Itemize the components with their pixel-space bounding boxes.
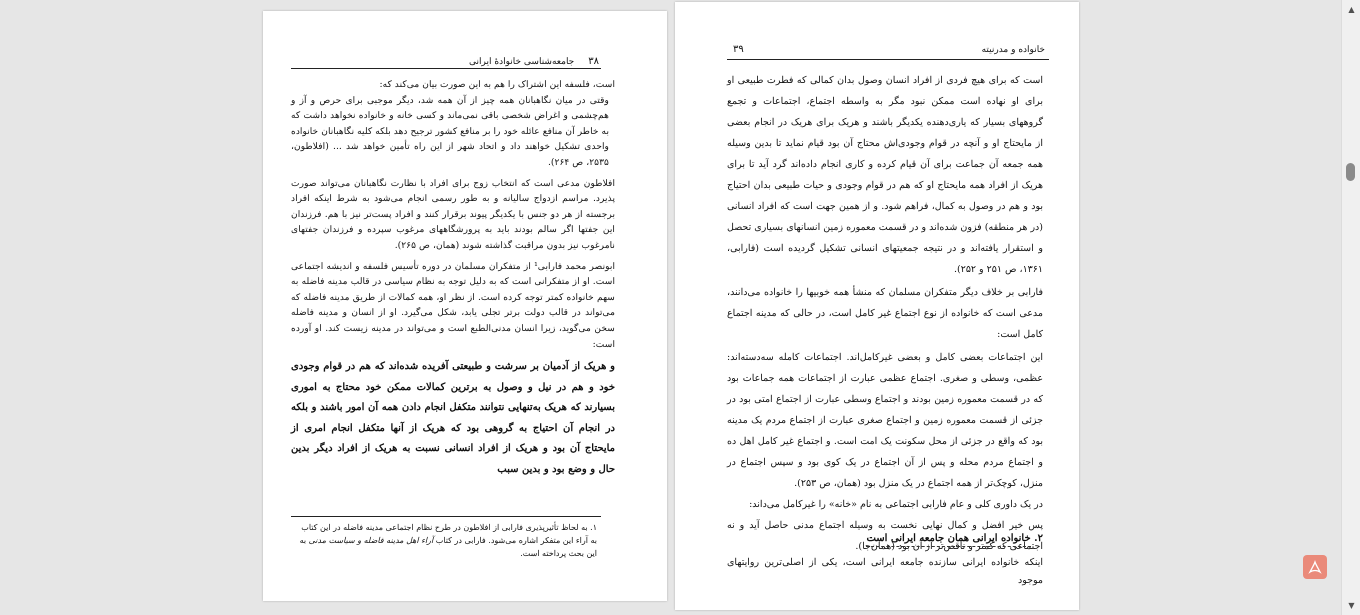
- scroll-up-icon[interactable]: ▲: [1348, 5, 1355, 14]
- page-number: ۳۸: [588, 56, 599, 67]
- section-body: [727, 554, 1043, 590]
- vertical-scrollbar[interactable]: [1341, 0, 1360, 615]
- section-heading: [727, 533, 1043, 544]
- pdf-icon[interactable]: [1303, 555, 1327, 579]
- page-header: [293, 56, 599, 67]
- page-39: [675, 2, 1079, 610]
- scroll-down-icon[interactable]: ▼: [1348, 601, 1355, 610]
- quotation: این اجتماعات بعضی کامل و بعضی غیرکامل‌اند. اجتماعات کامله سه‌دسته‌اند: عظمی، وسطی و صغری. اجتماع عظمی عبارت از اجتماعات همه جماعات بود که در قسمت معموره زمین بودند و اجتماع وسطی عبارت از اجتماع امتی بود در جزئی از قسمت معموره زمین و اجتماع صغری عبارت از اجتماع مردم یک مدینه بود که واقع در جزئی از محل سکونت یک امت است. و اجتماع غیر کامل اهل ده و اجتماع مردم محله و پس از آن اجتماع در یک کوی بود و سپس اجتماع در منزل، کوچک‌تر از همه اجتماع در یک منزل بود (همان، ص ۲۵۳).: [727, 352, 1043, 489]
- paragraph: فارابی بر خلاف دیگر متفکران مسلمان که منشأ همه خوبیها را خانواده می‌دانند، مدعی است که خانواده از نوع اجتماع غیر کامل است، در حالی که مدینه اجتماع کامل است:: [727, 287, 1043, 340]
- footnote-rule: [291, 516, 601, 517]
- section-title: خانواده ایرانی همان جامعه ایرانی است: [866, 533, 1030, 547]
- page-38: [263, 11, 667, 601]
- quotation: وقتی در میان نگاهبانان همه چیز از آن همه شد، دیگر موجبی برای حرص و آز و هم‌چشمی و اغراض شخصی باقی نمی‌ماند و کسی خانه و خانواده نخواهد داشت که به خاطر آن منافع عائله خود را بر منافع کشور ترجیح دهد بلکه کلیه نگاهبانان خانواده واحدی تشکیل خواهند داد و اتحاد شهر از این راه تأمین خواهد شد ... (افلاطون، ۲۵۳۵، ص ۲۶۴).: [291, 94, 609, 168]
- scrollbar-thumb[interactable]: [1346, 163, 1355, 181]
- paragraph: اینکه خانواده ایرانی سازنده جامعه ایرانی است، یکی از اصلی‌ترین روایتهای موجود: [727, 557, 1043, 586]
- section-number: ۲.: [1034, 533, 1043, 544]
- footnote-book-title: آراء اهل مدینه فاضله و سیاست مدنی: [308, 536, 434, 545]
- page-number: ۳۹: [733, 44, 744, 55]
- quotation: و هریک از آدمیان بر سرشت و طبیعتی آفریده شده‌اند که هم در قوام وجودی خود و هم در نیل و وصول به برترین کمالات ممکن خود محتاج به اموری بسیارند که هریک به‌تنهایی نتوانند متکفل انجام دادن همه آن امور باشند و بلکه در انجام آن احتیاج به گروهی بود که هریک از آنها متکفل انجام امری از مایحتاج آن بود و هریک از افراد انسانی نسبت به هریک از افراد دیگر بدین حال و وضع بود و بدین سبب: [291, 361, 615, 475]
- running-title: خانواده و مدرنیته: [981, 44, 1045, 55]
- paragraph: است، فلسفه این اشتراک را هم به این صورت بیان می‌کند که:: [379, 79, 615, 90]
- running-title: جامعه‌شناسی خانوادهٔ ایرانی: [469, 56, 575, 67]
- pdf-glyph-icon: [1307, 559, 1323, 575]
- paragraph: افلاطون مدعی است که انتخاب زوج برای افراد با نظارت نگاهبانان می‌تواند صورت پذیرد. مراسم ازدواج سالیانه و به طور رسمی انجام می‌شود به شرط اینکه افراد برجسته از هر دو جنس با یکدیگر پیوند برقرار کنند و افراد پست‌تر نیز با هم. فرزندان این جفتها اگر سالم بودند باید به پرورشگاههای مرغوب سپرده و فرزندان جفتهای نامرغوب نیز بدون مراقبت گذاشته شوند (همان، ص ۲۶۵).: [291, 177, 615, 251]
- header-rule: [727, 59, 1049, 60]
- paragraph: است که برای هیچ فردی از افراد انسان وصول بدان کمالی که فطرت طبیعی او برای او نهاده است ممکن نبود مگر به واسطه اجتماع، اجتماعات و تجمع گروههای بسیار که یاری‌دهنده یکدیگر باشند و هریک برای هریک در انجام بعضی از مایحتاج او و آنچه در قوام وجودی‌اش محتاج آن بود قیام نماید تا بدین وسیله همه جمعه آن جماعت برای آن قیام کرده و کاری انجام داده‌اند گرد آید تا برای هریک از افراد همه مایحتاج او که هم در قوام وجودی و حیات طبیعی بدان احتیاج بود و هم در وصول به کمال، فراهم شود. و از همین جهت است که افراد انسانی (در هر منطقه) فزون شده‌اند و در قسمت معموره زمین انسانهای بسیاری تحصل و استقرار یافته‌اند و در نتیجه جمعیتهای انسانی تشکیل گردیده است (فارابی، ۱۳۶۱، ص ۲۵۱ و ۲۵۲).: [727, 75, 1043, 275]
- paragraph: در یک داوری کلی و عام فارابی اجتماعی به نام «خانه» را غیرکامل می‌داند:: [749, 499, 1043, 510]
- page-body: [727, 70, 1043, 557]
- page-header: [725, 44, 1045, 55]
- page-body: [291, 77, 615, 480]
- paragraph: ابونصر محمد فارابی¹ از متفکران مسلمان در دوره تأسیس فلسفه و اندیشه اجتماعی است. او از متفکرانی است که به دلیل توجه به نظام سیاسی در قالب مدینه فاضله به سهم خانواده کمتر توجه کرده است. از نظر او، همه کمالات از طریق مدینه فاضله که می‌تواند در قالب دولت برتر تجلی یابد، شکل می‌گیرد. او از انسان و مدینه فاضله سخن می‌گوید، زیرا انسان مدنی‌الطبع است و می‌تواند در مدینه زیست کند. او آورده است:: [291, 260, 615, 350]
- quotation: پس خیر افضل و کمال نهایی نخست به وسیله اجتماع مدنی حاصل آید و نه اجتماعی که کمتر و ناقص‌تر از آن بود (همان‌جا).: [727, 520, 1043, 552]
- footnote-tail: به این بحث پرداخته است.: [299, 536, 597, 558]
- footnote: [297, 521, 597, 560]
- header-rule: [291, 68, 601, 69]
- footnote-text: ۱. به لحاظ تأثیرپذیری فارابی از افلاطون در طرح نظام اجتماعی مدینه فاضله در این کتاب به آراء این متفکر اشاره می‌شود. فارابی در کتاب: [301, 523, 597, 545]
